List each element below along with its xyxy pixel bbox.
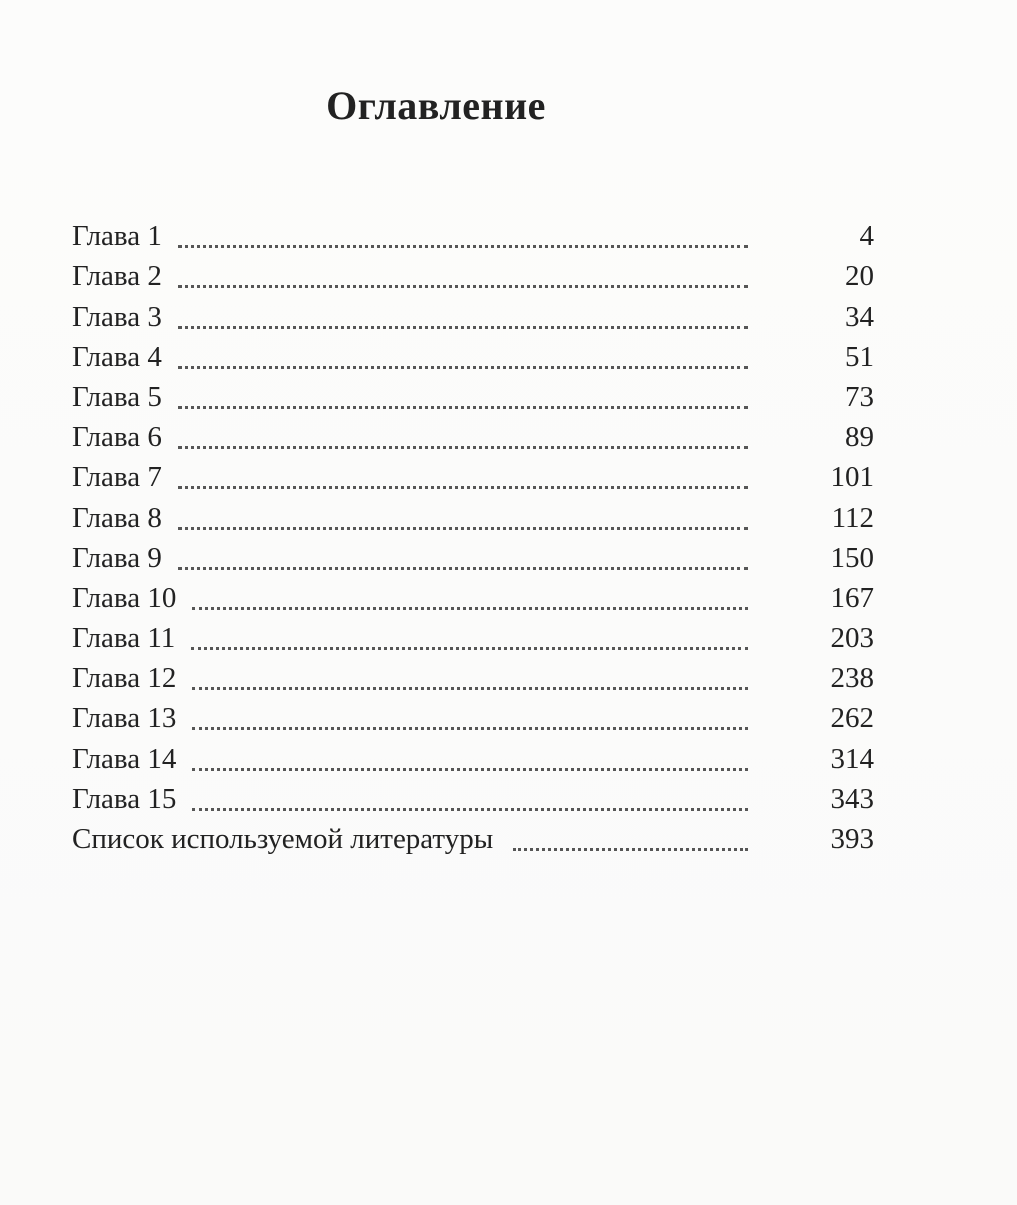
- toc-entry-page-number: 73: [845, 380, 874, 413]
- toc-entry-label: Глава 1: [72, 220, 162, 253]
- toc-entry-label: Глава 8: [72, 501, 162, 534]
- toc-entry-page-number: 167: [830, 581, 874, 614]
- toc-entry-label: Список используемой литературы: [72, 823, 494, 855]
- toc-entry-chapter-6: [72, 417, 874, 457]
- toc-entry-label: Глава 12: [72, 662, 177, 695]
- toc-entry-chapter-1: [72, 216, 874, 256]
- toc-entry-chapter-15: [72, 779, 874, 819]
- toc-entry-label: Глава 3: [72, 300, 162, 333]
- toc-entry-page-number: 262: [830, 702, 874, 735]
- toc-entry-chapter-7: [72, 457, 874, 497]
- dot-leader: [192, 727, 748, 730]
- dot-leader: [513, 848, 748, 851]
- toc-entry-chapter-8: [72, 497, 874, 537]
- dot-leader: [178, 527, 748, 530]
- dot-leader: [192, 808, 748, 811]
- toc-entry-page-number: 150: [830, 541, 874, 574]
- toc-entry-label: Глава 10: [72, 581, 177, 614]
- dot-leader: [192, 687, 748, 690]
- dot-leader: [178, 366, 748, 369]
- toc-entry-page-number: 4: [859, 220, 874, 253]
- toc-entry-label: Глава 9: [72, 541, 162, 574]
- dot-leader: [178, 285, 748, 288]
- dot-leader: [178, 245, 748, 248]
- toc-entry-chapter-5: [72, 377, 874, 417]
- toc-entry-page-number: 51: [845, 340, 874, 373]
- toc-entry-label: Глава 15: [72, 782, 177, 815]
- toc-entry-bibliography: [72, 819, 874, 859]
- toc-entry-chapter-9: [72, 538, 874, 578]
- toc-entry-label: Глава 6: [72, 421, 162, 454]
- toc-entry-label: Глава 5: [72, 380, 162, 413]
- dot-leader: [191, 647, 748, 650]
- toc-entry-label: Глава 4: [72, 340, 162, 373]
- toc-entry-chapter-2: [72, 256, 874, 296]
- dot-leader: [192, 607, 748, 610]
- toc-entry-page-number: 343: [830, 782, 874, 815]
- page-title: Оглавление: [326, 83, 546, 128]
- toc-entry-chapter-3: [72, 296, 874, 336]
- toc-entry-label: Глава 2: [72, 260, 162, 293]
- toc-entry-label: Глава 14: [72, 742, 177, 775]
- toc-entry-page-number: 101: [830, 461, 874, 494]
- dot-leader: [178, 406, 748, 409]
- toc-entry-chapter-10: [72, 578, 874, 618]
- toc-entry-page-number: 89: [845, 421, 874, 454]
- toc-entry-page-number: 20: [845, 260, 874, 293]
- dot-leader: [178, 486, 748, 489]
- toc-entry-label: Глава 11: [72, 622, 176, 655]
- toc-entry-page-number: 34: [845, 300, 874, 333]
- table-of-contents: [72, 216, 874, 859]
- toc-entry-chapter-11: [72, 618, 874, 658]
- toc-entry-page-number: 314: [830, 742, 874, 775]
- toc-entry-chapter-12: [72, 658, 874, 698]
- dot-leader: [192, 768, 748, 771]
- toc-entry-page-number: 203: [830, 622, 874, 655]
- toc-entry-chapter-14: [72, 738, 874, 778]
- dot-leader: [178, 567, 748, 570]
- toc-entry-chapter-13: [72, 698, 874, 738]
- toc-entry-label: Глава 7: [72, 461, 162, 494]
- dot-leader: [178, 326, 748, 329]
- toc-entry-chapter-4: [72, 337, 874, 377]
- dot-leader: [178, 446, 748, 449]
- toc-entry-page-number: 112: [831, 501, 874, 534]
- toc-entry-page-number: 238: [830, 662, 874, 695]
- toc-entry-page-number: 393: [830, 823, 874, 855]
- toc-entry-label: Глава 13: [72, 702, 177, 735]
